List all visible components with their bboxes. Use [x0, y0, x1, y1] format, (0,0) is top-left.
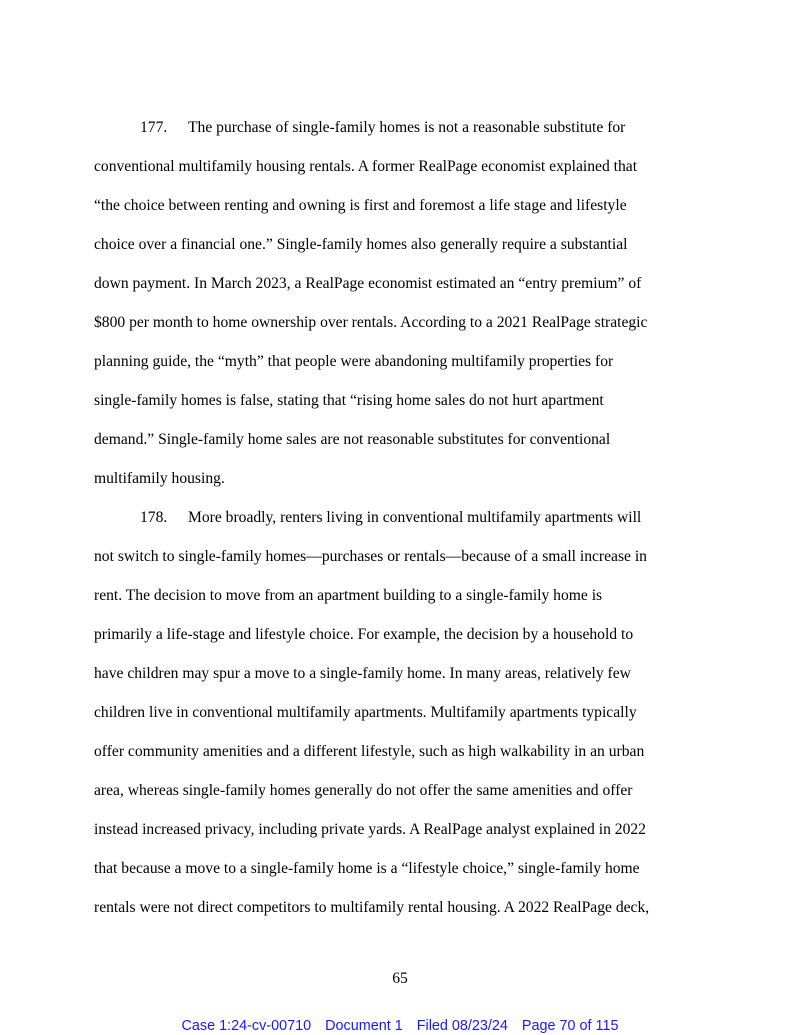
paragraph-177-line-3: “the choice between renting and owning is first and foremost a life stage and lifestyle	[94, 197, 627, 214]
paragraph-178-line-2: not switch to single-family homes—purchases or rentals—because of a small increase in	[94, 548, 647, 565]
paragraph-178-line-4: primarily a life-stage and lifestyle choice. For example, the decision by a household to	[94, 626, 634, 643]
paragraph-178-line-8: area, whereas single-family homes generally do not offer the same amenities and offer	[94, 782, 633, 799]
paragraph-177-line-10: multifamily housing.	[94, 470, 225, 487]
paragraph-178-line-5: have children may spur a move to a single-family home. In many areas, relatively few	[94, 665, 631, 682]
case-number: Case 1:24-cv-00710	[181, 1018, 312, 1034]
paragraph-178-line-10: that because a move to a single-family home is a “lifestyle choice,” single-family home	[94, 860, 640, 877]
page-of-total: Page 70 of 115	[521, 1018, 619, 1034]
paragraph-178-line-11: rentals were not direct competitors to multifamily rental housing. A 2022 RealPage deck,	[94, 899, 650, 916]
paragraph-177-line-8: single-family homes is false, stating that “rising home sales do not hurt apartment	[94, 392, 604, 409]
paragraph-177-line-6: $800 per month to home ownership over rentals. According to a 2021 RealPage strategic	[94, 314, 648, 331]
paragraph-178-line-9: instead increased privacy, including private yards. A RealPage analyst explained in 2022	[94, 821, 646, 838]
paragraph-178-line-3: rent. The decision to move from an apartment building to a single-family home is	[94, 587, 603, 604]
paragraph-number: 178.	[140, 509, 168, 526]
paragraph-177-line-1: 177. The purchase of single-family homes is not a reasonable substitute for	[140, 119, 626, 136]
paragraph-number: 177.	[140, 119, 168, 136]
document-number: Document 1	[325, 1018, 403, 1034]
page-number: 65	[392, 970, 408, 987]
paragraph-177-line-5: down payment. In March 2023, a RealPage economist estimated an “entry premium” of	[94, 275, 642, 292]
paragraph-178-line-1: 178. More broadly, renters living in conventional multifamily apartments will	[140, 509, 642, 526]
paragraph-178-line-7: offer community amenities and a different lifestyle, such as high walkability in an urban	[94, 743, 645, 760]
paragraph-177-line-4: choice over a financial one.” Single-family homes also generally require a substantial	[94, 236, 628, 253]
paragraph-177-line-2: conventional multifamily housing rentals. A former RealPage economist explained that	[94, 158, 638, 175]
paragraph-178-line-6: children live in conventional multifamily apartments. Multifamily apartments typically	[94, 704, 637, 721]
filed-date: Filed 08/23/24	[416, 1018, 508, 1034]
paragraph-177-line-9: demand.” Single-family home sales are not reasonable substitutes for conventional	[94, 431, 611, 448]
paragraph-177-line-7: planning guide, the “myth” that people were abandoning multifamily properties for	[94, 353, 614, 370]
case-filing-footer	[0, 1018, 800, 1034]
